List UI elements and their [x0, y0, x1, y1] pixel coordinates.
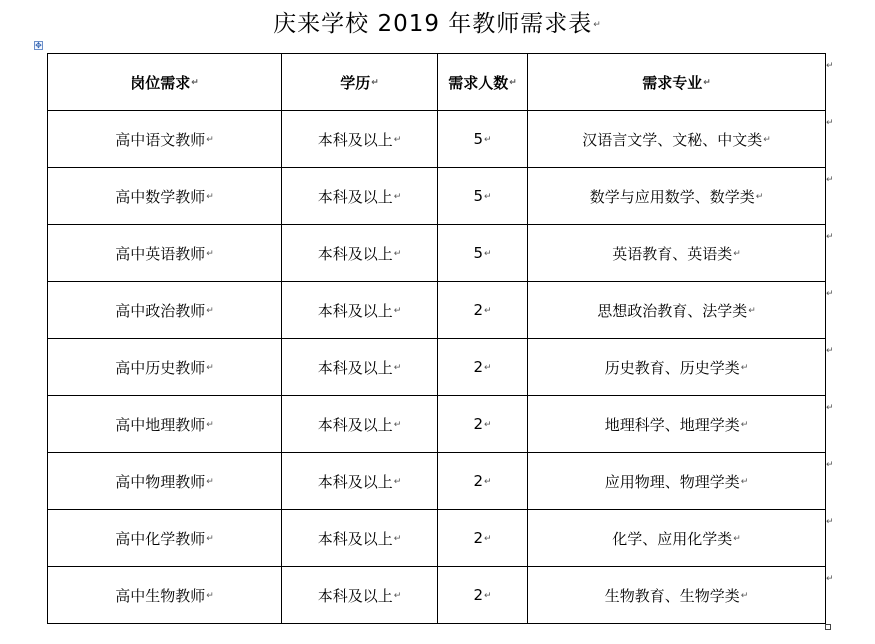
paragraph-mark-icon: ↵	[484, 590, 492, 601]
paragraph-mark-icon: ↵	[206, 534, 214, 544]
cell-text: 2	[473, 301, 483, 319]
cell-text: 应用物理、物理学类	[604, 472, 740, 491]
cell-count[interactable]	[438, 168, 528, 225]
cell-count[interactable]	[438, 453, 528, 510]
header-education-label: 学历	[340, 73, 371, 92]
cell-text: 地理科学、地理学类	[604, 415, 740, 434]
table-row	[48, 111, 826, 168]
header-cell-position[interactable]	[48, 54, 282, 111]
paragraph-mark-icon: ↵	[484, 191, 492, 202]
cell-education[interactable]	[282, 453, 438, 510]
cell-major[interactable]	[528, 225, 826, 282]
table-row	[48, 168, 826, 225]
paragraph-mark-icon: ↵	[191, 78, 199, 88]
cell-text: 高中化学教师	[115, 529, 206, 548]
paragraph-mark-icon: ↵	[371, 78, 379, 88]
table-row	[48, 396, 826, 453]
cell-education[interactable]	[282, 396, 438, 453]
table-resize-handle-icon[interactable]	[825, 624, 831, 630]
cell-position[interactable]	[48, 225, 282, 282]
cell-education[interactable]	[282, 510, 438, 567]
cell-education[interactable]	[282, 567, 438, 624]
table-row	[48, 453, 826, 510]
cell-text: 数学与应用数学、数学类	[589, 187, 755, 206]
cell-text: 思想政治教育、法学类	[597, 301, 748, 320]
table-row	[48, 339, 826, 396]
cell-education[interactable]	[282, 111, 438, 168]
row-end-mark-icon: ↵	[826, 289, 834, 299]
cell-text: 英语教育、英语类	[612, 244, 733, 263]
row-end-mark-icon: ↵	[826, 517, 834, 527]
paragraph-mark-icon: ↵	[484, 476, 492, 487]
cell-count[interactable]	[438, 282, 528, 339]
paragraph-mark-icon: ↵	[206, 477, 214, 487]
paragraph-mark-icon: ↵	[393, 534, 402, 544]
paragraph-mark-icon: ↵	[206, 192, 214, 202]
table-header-row	[48, 54, 826, 111]
paragraph-mark-icon: ↵	[733, 534, 741, 544]
header-major-label: 需求专业	[642, 73, 703, 92]
paragraph-mark-icon: ↵	[393, 192, 402, 202]
paragraph-mark-icon: ↵	[703, 78, 711, 88]
cell-position[interactable]	[48, 339, 282, 396]
cell-text: 高中地理教师	[115, 415, 206, 434]
row-end-mark-icon: ↵	[826, 61, 834, 71]
cell-position[interactable]	[48, 567, 282, 624]
paragraph-mark-icon: ↵	[484, 305, 492, 316]
paragraph-mark-icon: ↵	[484, 134, 492, 145]
paragraph-mark-icon: ↵	[484, 248, 492, 259]
cell-position[interactable]	[48, 168, 282, 225]
cell-count[interactable]	[438, 111, 528, 168]
row-end-marks	[826, 53, 840, 623]
table-row	[48, 282, 826, 339]
row-end-mark-icon: ↵	[826, 118, 834, 128]
cell-text: 2	[473, 472, 483, 490]
paragraph-mark-icon: ↵	[484, 419, 492, 430]
cell-text: 本科及以上	[317, 358, 393, 377]
cell-count[interactable]	[438, 567, 528, 624]
header-cell-major[interactable]	[528, 54, 826, 111]
cell-position[interactable]	[48, 453, 282, 510]
cell-text: 汉语言文学、文秘、中文类	[582, 130, 763, 149]
cell-text: 化学、应用化学类	[612, 529, 733, 548]
cell-text: 本科及以上	[317, 586, 393, 605]
paragraph-mark-icon: ↵	[593, 19, 602, 30]
cell-text: 本科及以上	[317, 187, 393, 206]
row-end-mark-icon: ↵	[826, 232, 834, 242]
paragraph-mark-icon: ↵	[393, 363, 402, 373]
paragraph-mark-icon: ↵	[740, 420, 749, 430]
cell-position[interactable]	[48, 111, 282, 168]
cell-text: 历史教育、历史学类	[604, 358, 740, 377]
cell-count[interactable]	[438, 339, 528, 396]
paragraph-mark-icon: ↵	[740, 363, 749, 373]
row-end-mark-icon: ↵	[826, 403, 834, 413]
cell-major[interactable]	[528, 111, 826, 168]
paragraph-mark-icon: ↵	[748, 306, 756, 316]
paragraph-mark-icon: ↵	[393, 249, 402, 259]
cell-position[interactable]	[48, 282, 282, 339]
table-row	[48, 225, 826, 282]
cell-major[interactable]	[528, 396, 826, 453]
row-end-mark-icon: ↵	[826, 175, 834, 185]
cell-text: 高中政治教师	[115, 301, 206, 320]
cell-text: 生物教育、生物学类	[604, 586, 740, 605]
paragraph-mark-icon: ↵	[763, 135, 771, 145]
paragraph-mark-icon: ↵	[755, 192, 764, 202]
cell-text: 高中生物教师	[115, 586, 206, 605]
cell-text: 2	[473, 586, 483, 604]
table-row	[48, 510, 826, 567]
cell-position[interactable]	[48, 510, 282, 567]
cell-text: 高中英语教师	[115, 244, 206, 263]
cell-text: 5	[473, 187, 483, 205]
paragraph-mark-icon: ↵	[393, 477, 402, 487]
paragraph-mark-icon: ↵	[393, 306, 402, 316]
cell-education[interactable]	[282, 282, 438, 339]
cell-education[interactable]	[282, 168, 438, 225]
paragraph-mark-icon: ↵	[206, 249, 214, 259]
cell-count[interactable]	[438, 396, 528, 453]
row-end-mark-icon: ↵	[826, 460, 834, 470]
cell-text: 高中数学教师	[115, 187, 206, 206]
cell-major[interactable]	[528, 339, 826, 396]
cell-text: 5	[473, 244, 483, 262]
cell-text: 本科及以上	[317, 301, 393, 320]
cell-text: 2	[473, 529, 483, 547]
table-move-handle-icon[interactable]: ✥	[35, 41, 42, 50]
cell-education[interactable]	[282, 225, 438, 282]
header-count-label: 需求人数	[448, 73, 509, 92]
paragraph-mark-icon: ↵	[206, 591, 214, 601]
row-end-mark-icon: ↵	[826, 574, 834, 584]
paragraph-mark-icon: ↵	[740, 591, 749, 601]
cell-major[interactable]	[528, 567, 826, 624]
document-title	[0, 8, 875, 41]
paragraph-mark-icon: ↵	[509, 78, 517, 88]
paragraph-mark-icon: ↵	[484, 533, 492, 544]
header-position-label: 岗位需求	[130, 73, 191, 92]
cell-text: 2	[473, 358, 483, 376]
header-cell-count[interactable]	[438, 54, 528, 111]
cell-major[interactable]	[528, 453, 826, 510]
cell-major[interactable]	[528, 168, 826, 225]
cell-position[interactable]	[48, 396, 282, 453]
paragraph-mark-icon: ↵	[393, 591, 402, 601]
cell-major[interactable]	[528, 510, 826, 567]
row-end-mark-icon: ↵	[826, 346, 834, 356]
cell-text: 本科及以上	[317, 244, 393, 263]
cell-text: 本科及以上	[317, 529, 393, 548]
teacher-demand-table	[47, 53, 826, 624]
paragraph-mark-icon: ↵	[484, 362, 492, 373]
document-title-text: 庆来学校 2019 年教师需求表	[273, 11, 593, 37]
table-row	[48, 567, 826, 624]
cell-text: 高中语文教师	[115, 130, 206, 149]
cell-count[interactable]	[438, 225, 528, 282]
cell-text: 高中历史教师	[115, 358, 206, 377]
cell-text: 本科及以上	[317, 472, 393, 491]
paragraph-mark-icon: ↵	[740, 477, 749, 487]
paragraph-mark-icon: ↵	[393, 135, 402, 145]
paragraph-mark-icon: ↵	[206, 420, 214, 430]
cell-text: 2	[473, 415, 483, 433]
paragraph-mark-icon: ↵	[206, 306, 214, 316]
paragraph-mark-icon: ↵	[206, 363, 214, 373]
cell-text: 本科及以上	[317, 415, 393, 434]
cell-education[interactable]	[282, 339, 438, 396]
paragraph-mark-icon: ↵	[733, 249, 741, 259]
paragraph-mark-icon: ↵	[206, 135, 214, 145]
cell-text: 5	[473, 130, 483, 148]
cell-major[interactable]	[528, 282, 826, 339]
cell-text: 本科及以上	[317, 130, 393, 149]
header-cell-education[interactable]	[282, 54, 438, 111]
paragraph-mark-icon: ↵	[393, 420, 402, 430]
cell-count[interactable]	[438, 510, 528, 567]
cell-text: 高中物理教师	[115, 472, 206, 491]
